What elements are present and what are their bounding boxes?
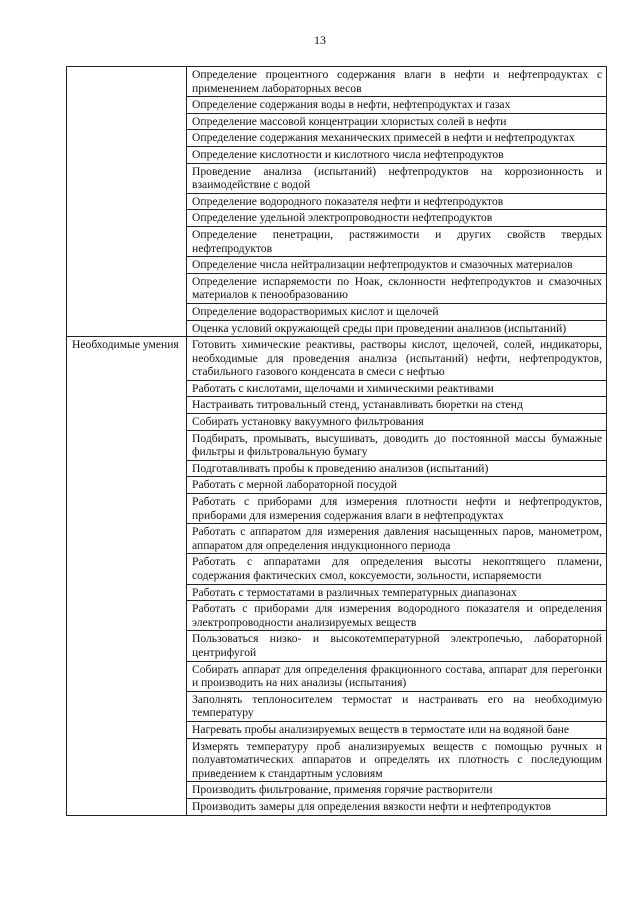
table-cell-item: Пользоваться низко- и высокотемпературной электропечью, лабораторной центрифугой (187, 631, 607, 661)
table-cell-item: Работать с термостатами в различных температурных диапазонах (187, 584, 607, 601)
table-cell-item: Определение числа нейтрализации нефтепродуктов и смазочных материалов (187, 257, 607, 274)
table-cell-item: Подготавливать пробы к проведению анализов (испытаний) (187, 460, 607, 477)
table-cell-item: Работать с аппаратом для измерения давления насыщенных паров, манометром, аппаратом для определения индукционного периода (187, 524, 607, 554)
table-cell-item: Определение процентного содержания влаги в нефти и нефтепродуктах с применением лабораторных весов (187, 67, 607, 97)
table-cell-item: Собирать аппарат для определения фракционного состава, аппарат для перегонки и производить на них анализы (испытания) (187, 661, 607, 691)
table-cell-item: Производить фильтрование, применяя горячие растворители (187, 782, 607, 799)
table-cell-item: Готовить химические реактивы, растворы кислот, щелочей, солей, индикаторы, необходимые для проведения анализа (испытаний) нефти, нефтепродуктов, стабильного газового конденсата в смеси с нефтью (187, 337, 607, 381)
table-cell-item: Определение массовой концентрации хлористых солей в нефти (187, 113, 607, 130)
table-cell-item: Измерять температуру проб анализируемых веществ с помощью ручных и полуавтоматических аппаратов и определять их плотность с последующим приведением к стандартным условиям (187, 738, 607, 782)
table-cell-item: Оценка условий окружающей среды при проведении анализов (испытаний) (187, 320, 607, 337)
table-cell-item: Определение водорастворимых кислот и щелочей (187, 303, 607, 320)
section-label: Необходимые умения (67, 337, 187, 815)
table-cell-item: Определение удельной электропроводности нефтепродуктов (187, 210, 607, 227)
table-cell-item: Работать с приборами для измерения плотности нефти и нефтепродуктов, приборами для измерения содержания влаги в нефтепродуктах (187, 494, 607, 524)
table-cell-item: Работать с кислотами, щелочами и химическими реактивами (187, 380, 607, 397)
table-row (67, 337, 607, 381)
table-cell-item: Определение содержания механических примесей в нефти и нефтепродуктах (187, 130, 607, 147)
table-cell-item: Подбирать, промывать, высушивать, доводить до постоянной массы бумажные фильтры и фильтровальную бумагу (187, 430, 607, 460)
table-cell-item: Работать с мерной лабораторной посудой (187, 477, 607, 494)
table-cell-item: Определение содержания воды в нефти, нефтепродуктах и газах (187, 97, 607, 114)
competency-table (66, 66, 607, 816)
section-label (67, 67, 187, 337)
table-row (67, 67, 607, 97)
table-cell-item: Заполнять теплоносителем термостат и настраивать его на необходимую температуру (187, 691, 607, 721)
table-cell-item: Работать с аппаратами для определения высоты некоптящего пламени, содержания фактических смол, коксуемости, зольности, испаряемости (187, 554, 607, 584)
table-cell-item: Собирать установку вакуумного фильтрования (187, 414, 607, 431)
table-body (67, 67, 607, 816)
page-number: 13 (314, 33, 326, 47)
table-cell-item: Определение водородного показателя нефти и нефтепродуктов (187, 193, 607, 210)
table-cell-item: Нагревать пробы анализируемых веществ в термостате или на водяной бане (187, 721, 607, 738)
table-cell-item: Определение пенетрации, растяжимости и других свойств твердых нефтепродуктов (187, 226, 607, 256)
table-cell-item: Работать с приборами для измерения водородного показателя и определения электропроводности анализируемых веществ (187, 601, 607, 631)
table-cell-item: Определение кислотности и кислотного числа нефтепродуктов (187, 146, 607, 163)
table-cell-item: Определение испаряемости по Ноак, склонности нефтепродуктов и смазочных материалов к пенообразованию (187, 273, 607, 303)
table-cell-item: Производить замеры для определения вязкости нефти и нефтепродуктов (187, 798, 607, 815)
table-cell-item: Проведение анализа (испытаний) нефтепродуктов на коррозионность и взаимодействие с водой (187, 163, 607, 193)
table-cell-item: Настраивать титровальный стенд, устанавливать бюретки на стенд (187, 397, 607, 414)
